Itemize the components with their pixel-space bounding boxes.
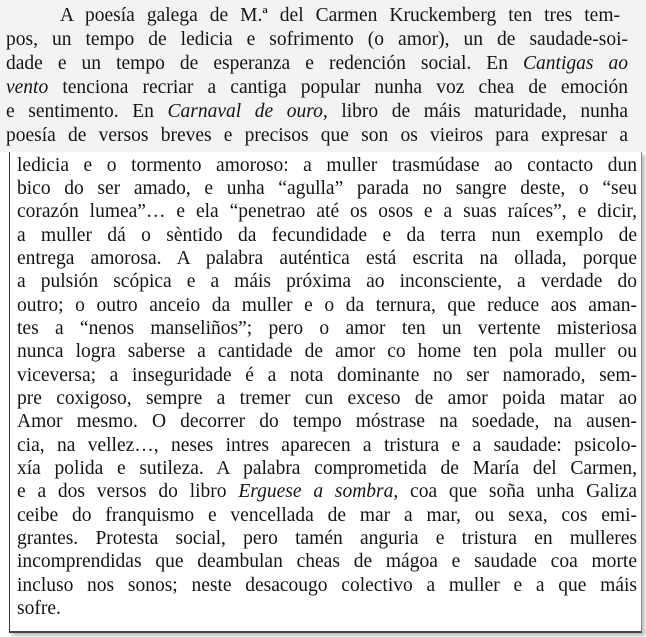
text-line: ledicia e o tormento amoroso: a muller trasmúdase ao contacto dun bbox=[17, 155, 637, 176]
intro-paragraph bbox=[0, 0, 646, 152]
text-line: poesía de versos breves e precisos que son os vieiros para expresar a bbox=[6, 125, 628, 146]
text-line: outro; o outro anceio da muller e o da ternura, que reduce aos aman- bbox=[17, 295, 637, 316]
text-line: cia, na vellez…, neses intres aparecen a tristura e a saudade: psicolo- bbox=[17, 435, 637, 456]
text-line: vento tenciona recriar a cantiga popular nunha voz chea de emoción bbox=[6, 77, 628, 98]
text-line: grantes. Protesta social, pero tamén anguria e tristura en mulleres bbox=[17, 528, 637, 549]
text-line: viceversa; a inseguridade é a nota dominante no ser namorado, sem- bbox=[17, 365, 637, 386]
text-line: ceibe do franquismo e vencellada de mar a mar, ou sexa, cos emi- bbox=[17, 505, 637, 526]
text-line: incomprendidas que deambulan cheas de mágoa e saudade coa morte bbox=[17, 551, 637, 572]
text-line: sofre. bbox=[17, 598, 61, 619]
text-line: incluso nos sonos; neste desacougo colectivo a muller e a que máis bbox=[17, 575, 637, 596]
text-line: pos, un tempo de ledicia e sofrimento (o amor), un de saudade-soi- bbox=[6, 29, 628, 50]
text-line: e a dos versos do libro Erguese a sombra, coa que soña unha Galiza bbox=[17, 481, 637, 502]
text-line: nunca logra saberse a cantidade de amor co home ten pola muller ou bbox=[17, 341, 637, 362]
text-line: xía polida e sutileza. A palabra comprometida de María del Carmen, bbox=[17, 458, 637, 479]
text-line: pre coxigoso, sempre a tremer cun exceso de amor poida matar ao bbox=[17, 388, 637, 409]
text-line: a pulsión scópica e a máis próxima ao inconsciente, a verdade do bbox=[17, 271, 637, 292]
text-line: a muller dá o sèntido da fecundidade e da terra nun exemplo de bbox=[17, 225, 637, 246]
framed-text-block bbox=[9, 152, 642, 633]
text-line: bico do ser amado, e unha “agulla” parada no sangre deste, o “seu bbox=[17, 178, 637, 199]
text-line: Amor mesmo. O decorrer do tempo móstrase na soedade, na ausen- bbox=[17, 411, 637, 432]
text-line: tes a “nenos manseliños”; pero o amor ten un vertente misteriosa bbox=[17, 318, 637, 339]
text-line: corazón lumea”… e ela “penetrao até os osos e a suas raíces”, e dicir, bbox=[17, 201, 637, 222]
text-line: entrega amorosa. A palabra auténtica está escrita na ollada, porque bbox=[17, 248, 637, 269]
text-line: dade e un tempo de esperanza e redención social. En Cantigas ao bbox=[6, 53, 628, 74]
text-line: e sentimento. En Carnaval de ouro, libro de máis maturidade, nunha bbox=[6, 101, 628, 122]
text-line: A poesía galega de M.ª del Carmen Kruckemberg ten tres tem- bbox=[60, 5, 620, 26]
